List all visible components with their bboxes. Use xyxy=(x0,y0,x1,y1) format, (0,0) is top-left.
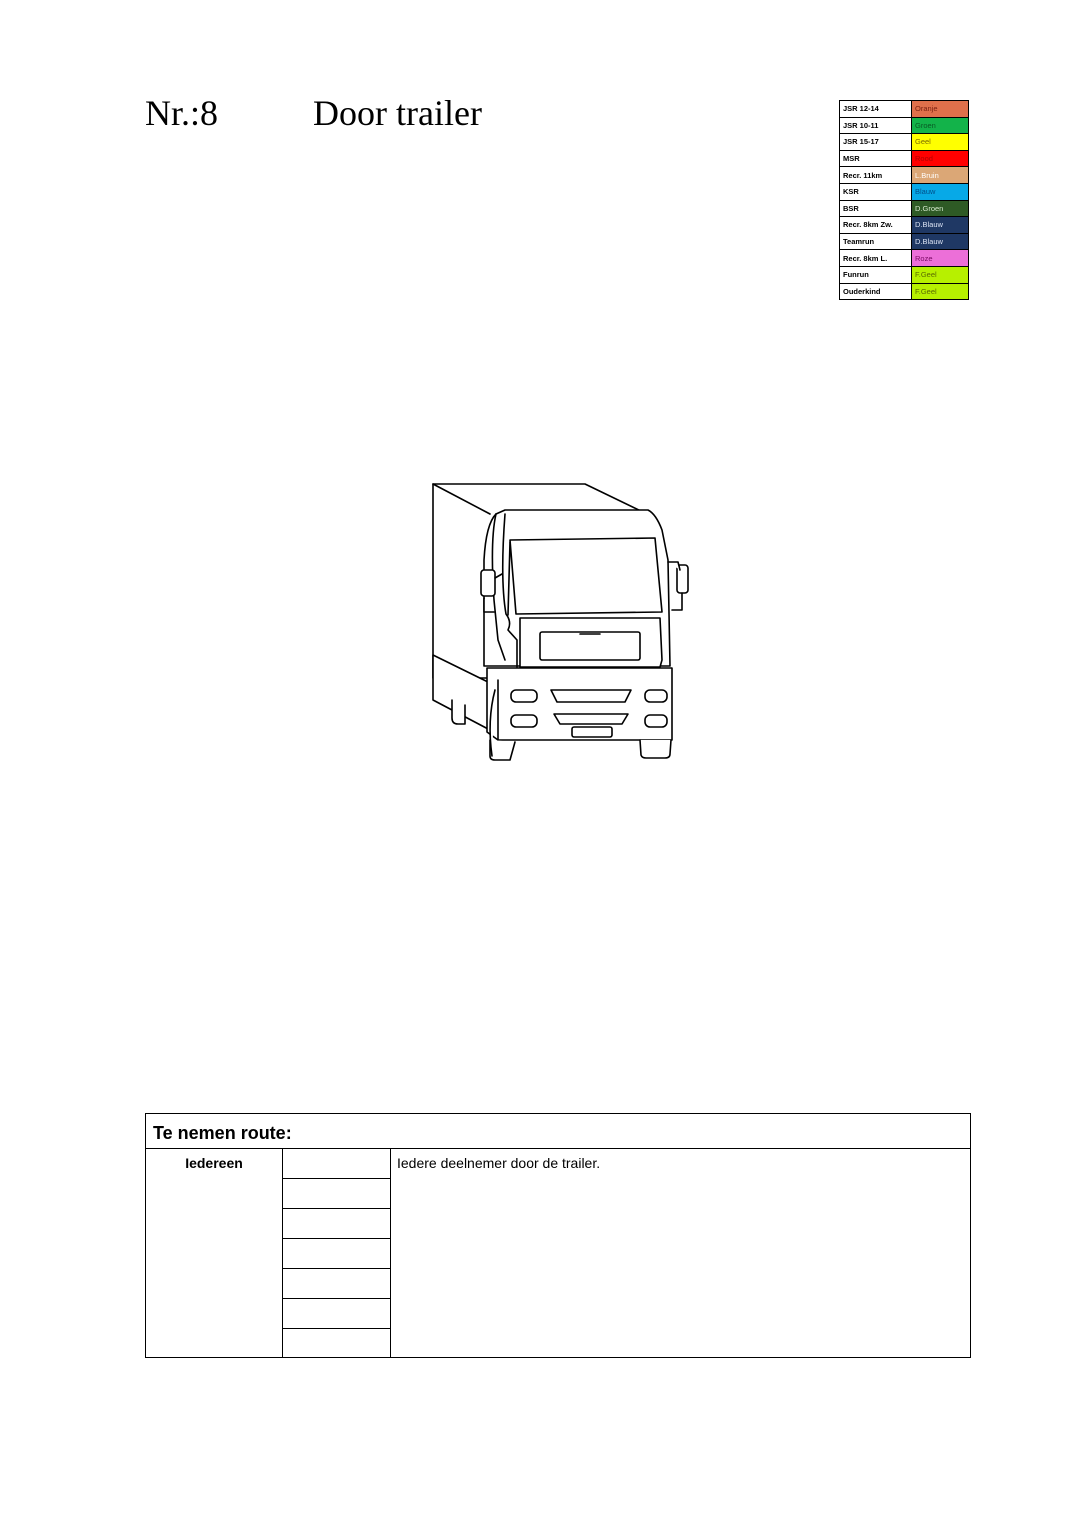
route-group-label: Iedereen xyxy=(185,1155,243,1171)
legend-route-name: JSR 10-11 xyxy=(840,117,912,134)
legend-route-name: JSR 12-14 xyxy=(840,101,912,118)
legend-color-label: Geel xyxy=(912,134,969,151)
legend-row xyxy=(840,167,969,184)
legend-route-name: Teamrun xyxy=(840,233,912,250)
legend-row xyxy=(840,266,969,283)
legend-row xyxy=(840,183,969,200)
legend-color-label: D.Blauw xyxy=(912,217,969,234)
legend-row xyxy=(840,101,969,118)
legend-color-label: D.Groen xyxy=(912,200,969,217)
route-description: Iedere deelnemer door de trailer. xyxy=(397,1155,601,1171)
route-check-cell xyxy=(282,1179,390,1209)
route-check-cell xyxy=(282,1299,390,1329)
legend-row xyxy=(840,283,969,300)
legend-row xyxy=(840,250,969,267)
route-check-column xyxy=(282,1149,391,1357)
route-title: Te nemen route: xyxy=(153,1123,292,1143)
legend-color-label: L.Bruin xyxy=(912,167,969,184)
legend-color-label: D.Blauw xyxy=(912,233,969,250)
legend-color-label: Oranje xyxy=(912,101,969,118)
route-group-column xyxy=(146,1149,283,1357)
legend-row xyxy=(840,134,969,151)
legend-color-label: F.Geel xyxy=(912,266,969,283)
legend-color-label: F.Geel xyxy=(912,283,969,300)
legend-row xyxy=(840,233,969,250)
route-table xyxy=(145,1113,971,1358)
legend-route-name: KSR xyxy=(840,183,912,200)
legend-route-name: BSR xyxy=(840,200,912,217)
legend-row xyxy=(840,217,969,234)
legend-row xyxy=(840,200,969,217)
truck-icon xyxy=(420,478,700,763)
obstacle-number: Nr.:8 xyxy=(145,93,219,133)
legend-route-name: Recr. 8km L. xyxy=(840,250,912,267)
legend-route-name: Recr. 8km Zw. xyxy=(840,217,912,234)
route-color-legend xyxy=(839,100,969,300)
legend-row xyxy=(840,117,969,134)
route-check-cell xyxy=(282,1269,390,1299)
legend-route-name: Recr. 11km xyxy=(840,167,912,184)
legend-color-label: Roze xyxy=(912,250,969,267)
legend-color-label: Rood xyxy=(912,150,969,167)
route-check-cell xyxy=(282,1149,390,1179)
route-header xyxy=(146,1114,970,1149)
obstacle-title: Door trailer xyxy=(313,93,482,133)
legend-color-label: Blauw xyxy=(912,183,969,200)
legend-route-name: JSR 15-17 xyxy=(840,134,912,151)
legend-row xyxy=(840,150,969,167)
legend-route-name: Ouderkind xyxy=(840,283,912,300)
legend-route-name: MSR xyxy=(840,150,912,167)
route-check-cell xyxy=(282,1239,390,1269)
route-check-cell xyxy=(282,1209,390,1239)
legend-color-label: Groen xyxy=(912,117,969,134)
legend-route-name: Funrun xyxy=(840,266,912,283)
